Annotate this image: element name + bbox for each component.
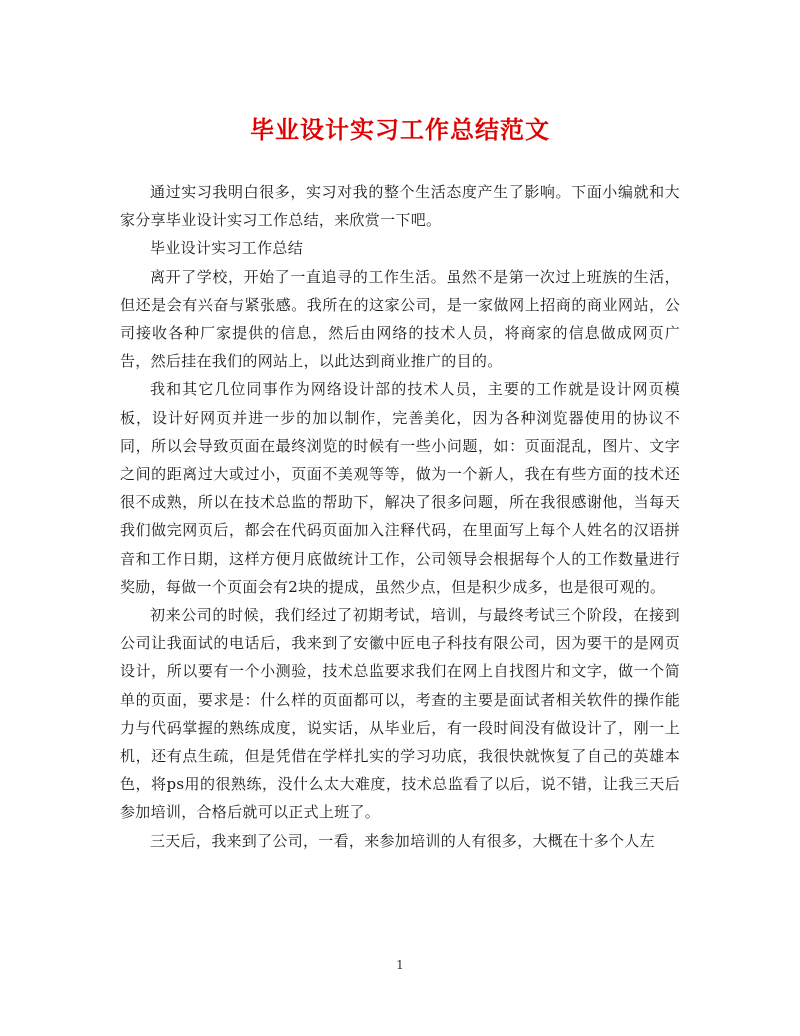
- page-number: 1: [396, 958, 404, 972]
- paragraph-2: 我和其它几位同事作为网络设计部的技术人员，主要的工作就是设计网页模板，设计好网页并进一步的加以制作，完善美化，因为各种浏览器使用的协议不同，所以会导致页面在最终浏览的时候有一些小问题，如：页面混乱，图片、文字之间的距离过大或过小，页面不美观等等，做为一个新人，我在有些方面的技术还很不成熟，所以在技术总监的帮助下，解决了很多问题，所在我很感谢他，当每天我们做完网页后，都会在代码页面加入注释代码，在里面写上每个人姓名的汉语拼音和工作日期，这样方便月底做统计工作，公司领导会根据每个人的工作数量进行奖励，每做一个页面会有2块的提成，虽然少点，但是积少成多，也是很可观的。: [120, 380, 680, 596]
- paragraph-intro: 通过实习我明白很多，实习对我的整个生活态度产生了影响。下面小编就和大家分享毕业设计实习工作总结，来欣赏一下吧。: [120, 183, 680, 230]
- paragraph-subheading: 毕业设计实习工作总结: [150, 239, 304, 258]
- paragraph-3: 初来公司的时候，我们经过了初期考试，培训，与最终考试三个阶段，在接到公司让我面试的电话后，我来到了安徽中匠电子科技有限公司，因为要干的是网页设计，所以要有一个小测验，技术总监要求我们在网上自找图片和文字，做一个简单的页面，要求是：什么样的页面都可以，考查的主要是面试者相关软件的操作能力与代码掌握的熟练成度，说实话，从毕业后，有一段时间没有做设计了，刚一上机，还有点生疏，但是凭借在学样扎实的学习功底，我很快就恢复了自己的英雄本色，将ps用的很熟练，没什么太大难度，技术总监看了以后，说不错，让我三天后参加培训，合格后就可以正式上班了。: [120, 606, 680, 822]
- document-title: 毕业设计实习工作总结范文: [250, 115, 550, 144]
- paragraph-1: 离开了学校，开始了一直追寻的工作生活。虽然不是第一次过上班族的生活，但还是会有兴奋与紧张感。我所在的这家公司，是一家做网上招商的商业网站，公司接收各种厂家提供的信息，然后由网络的技术人员，将商家的信息做成网页广告，然后挂在我们的网站上，以此达到商业推广的目的。: [120, 267, 680, 371]
- paragraph-4: 三天后，我来到了公司，一看，来参加培训的人有很多，大概在十多个人左: [150, 831, 655, 850]
- document-body: [120, 178, 680, 855]
